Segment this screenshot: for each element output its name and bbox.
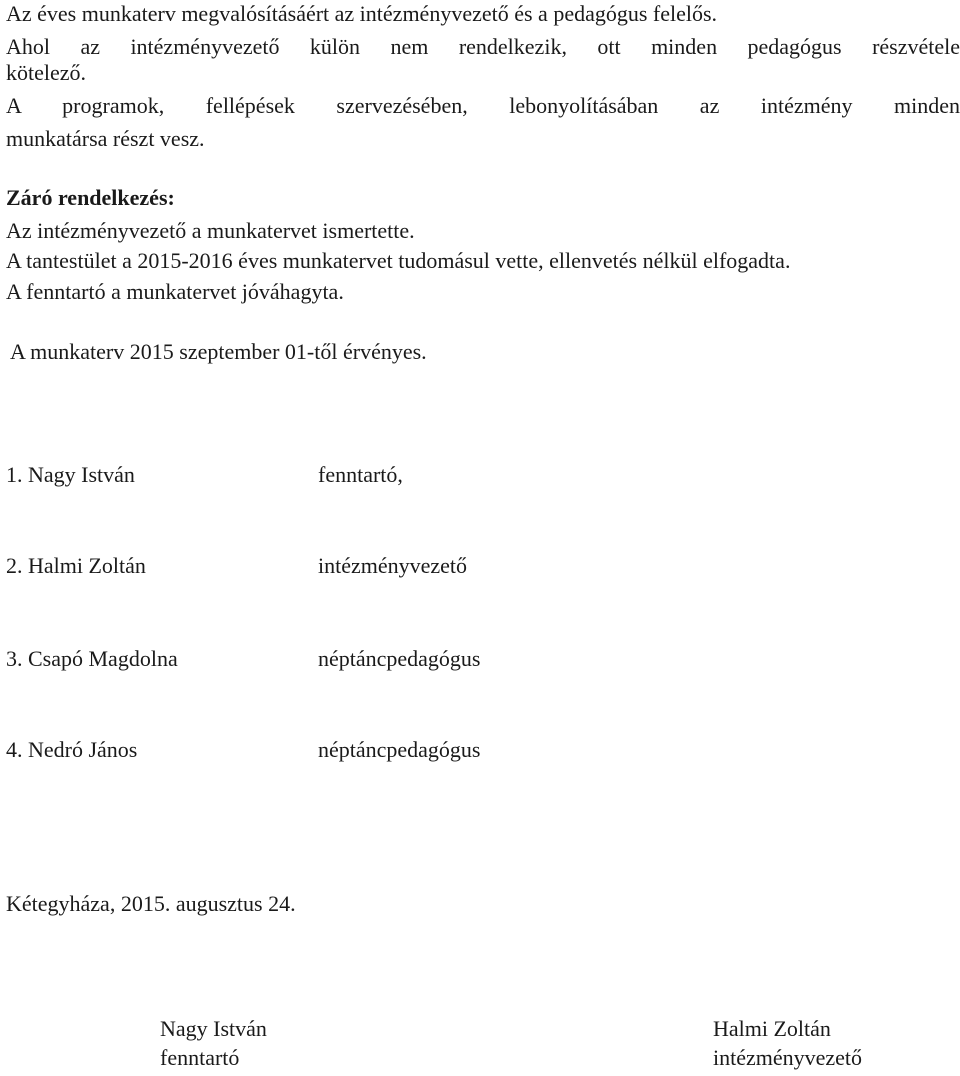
signatory-name: 2. Halmi Zoltán xyxy=(6,553,146,578)
signatory-name: 4. Nedró János xyxy=(6,737,138,762)
signature-block-director xyxy=(713,1014,862,1072)
signatory-row xyxy=(6,737,606,763)
signatory-row xyxy=(6,646,606,672)
intro-line-4: A programok, fellépések szervezésében, lebonyolításában az intézmény minden xyxy=(6,93,960,118)
signatory-role: néptáncpedagógus xyxy=(318,737,481,762)
signatory-row xyxy=(6,553,606,579)
intro-line-2: Ahol az intézményvezető külön nem rendelkezik, ott minden pedagógus részvétele xyxy=(6,34,960,59)
signatory-role: néptáncpedagógus xyxy=(318,646,481,671)
closing-line-2: A tantestület a 2015-2016 éves munkatervet tudomásul vette, ellenvetés nélkül elfogadta. xyxy=(6,248,791,273)
signatory-name: 1. Nagy István xyxy=(6,462,135,487)
intro-line-3: kötelező. xyxy=(6,60,87,85)
closing-line-3: A fenntartó a munkatervet jóváhagyta. xyxy=(6,279,344,304)
signatory-role: intézményvezető xyxy=(318,553,468,578)
intro-line-5: munkatársa részt vesz. xyxy=(6,126,205,151)
signature-name: Nagy István xyxy=(160,1016,267,1041)
signatory-role: fenntartó, xyxy=(318,462,403,487)
intro-line-1: Az éves munkaterv megvalósításáért az intézményvezető és a pedagógus felelős. xyxy=(6,1,718,26)
validity-statement: A munkaterv 2015 szeptember 01-től érvényes. xyxy=(10,339,427,364)
closing-line-1: Az intézményvezető a munkatervet ismertette. xyxy=(6,218,415,243)
signatory-name: 3. Csapó Magdolna xyxy=(6,646,178,671)
place-and-date: Kétegyháza, 2015. augusztus 24. xyxy=(6,891,296,916)
signature-block-owner xyxy=(160,1014,267,1072)
signature-title: fenntartó xyxy=(160,1045,240,1070)
signature-title: intézményvezető xyxy=(713,1045,863,1070)
closing-heading: Záró rendelkezés: xyxy=(6,185,175,210)
signatory-row xyxy=(6,462,606,488)
signature-name: Halmi Zoltán xyxy=(713,1016,831,1041)
